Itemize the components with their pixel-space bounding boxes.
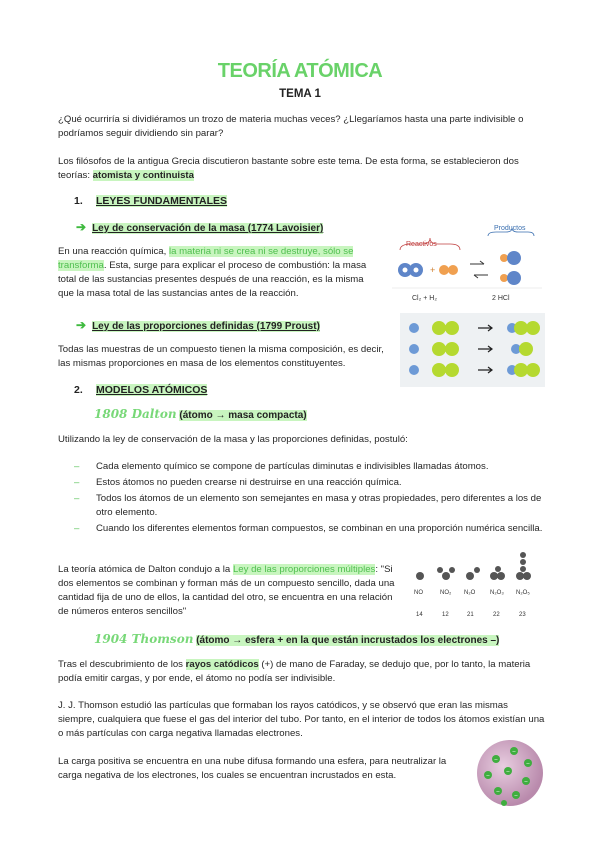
multiple-proportions-diagram	[410, 550, 548, 622]
multiple-proportions-figure	[410, 550, 548, 622]
dalton-intro: Utilizando la ley de conservación de la masa y las proporciones definidas, postuló:	[58, 434, 408, 445]
law1-text-green: la materia ni se crea ni se destruye, sólo se transforma	[58, 246, 354, 271]
dalton-theory-paragraph	[58, 563, 404, 619]
thomson-desc: (átomo → esfera + en la que están incrustados los electrones –)	[196, 635, 500, 646]
ratio-value: 21	[467, 612, 474, 618]
thomson-paragraph-3: La carga positiva se encuentra en una nube difusa formando una esfera, para neutralizar la carga negativa de los electrones, los cuales se encuentran incrustados en esta.	[58, 756, 447, 781]
thomson-model-figure	[474, 737, 546, 809]
reactivos-label: Reactivos	[406, 241, 437, 248]
law2-heading	[76, 318, 320, 332]
svg-text:−: −	[495, 789, 501, 795]
thomson-paragraph-2: J. J. Thomson estudió las partículas que formaban los rayos catódicos, y se observó que eran las mismas siempre, cualquiera que fuese el gas del interior del tubo. Por tanto, en el interior de todos los átomos existían una o más partículas con carga negativa llamadas electrones.	[58, 700, 545, 739]
svg-text:−: −	[493, 757, 499, 763]
section-2-number: 2.	[74, 384, 83, 396]
law1-text-start: En una reacción química,	[58, 246, 167, 257]
list-item: – Estos átomos no pueden crearse ni destruirse en una reacción química.	[74, 476, 544, 490]
svg-text:−: −	[511, 749, 517, 755]
formula-label: NO₂	[440, 590, 452, 596]
section-1-title: LEYES FUNDAMENTALES	[96, 195, 228, 207]
list-item: – Todos los átomos de un elemento son semejantes en masa y otras propiedades, pero diferentes a los de otro elemento.	[74, 492, 544, 520]
law2-paragraph: Todas las muestras de un compuesto tienen la misma composición, es decir, las mismas proporciones en masa de los elementos constituyentes.	[58, 344, 384, 369]
formula-label: N₂O₃	[490, 590, 504, 596]
dalton-desc: (átomo → masa compacta)	[179, 410, 307, 421]
section-1-number: 1.	[74, 195, 83, 207]
dalton-year: 1808 Dalton	[94, 407, 177, 421]
formula-label: N₂O₅	[516, 590, 530, 596]
h-atom	[448, 265, 458, 275]
svg-text:−: −	[523, 779, 529, 785]
page-subtitle: TEMA 1	[279, 88, 321, 100]
thomson-p1-start: Tras el descubrimiento de los	[58, 659, 183, 670]
ratio-value: 14	[416, 612, 423, 618]
law2-title: Ley de las proporciones definidas (1799 Proust)	[92, 321, 320, 332]
greeks-text: Los filósofos de la antigua Grecia discutieron bastante sobre este tema. De esta forma, se establecieron dos teorías:	[58, 156, 519, 181]
thomson-paragraph-1	[58, 658, 546, 686]
list-item: – Cuando los diferentes elementos forman compuestos, se combinan en una proporción numérica sencilla.	[74, 522, 544, 536]
greeks-theories: atomista y continuista	[92, 170, 194, 181]
product-formula: 2 HCl	[492, 295, 510, 302]
multiple-proportions-law: Ley de las proporciones múltiples	[232, 564, 376, 575]
intro-paragraph: ¿Qué ocurriría si dividiéramos un trozo de materia muchas veces? ¿Llegaríamos hasta una parte indivisible o podríamos seguir dividiendo sin parar?	[58, 114, 524, 139]
cathode-rays: rayos catódicos	[185, 659, 259, 670]
greeks-paragraph	[58, 155, 546, 183]
conservation-figure	[392, 220, 542, 306]
productos-label: Productos	[494, 225, 526, 232]
thomson-heading	[94, 632, 499, 646]
section-2-heading	[74, 384, 207, 396]
svg-text:−: −	[505, 769, 511, 775]
law1-heading	[76, 220, 323, 234]
dalton-heading	[94, 407, 307, 421]
section-2-title: MODELOS ATÓMICOS	[96, 384, 208, 396]
formula-label: NO	[414, 590, 423, 596]
law1-paragraph	[58, 245, 376, 301]
law1-text-end: . Esta, surge para explicar el proceso de combustión: la masa total de las sustancias presentes después de una reacción, es la misma que la masa total de las sustancias antes de la reacción.	[58, 260, 367, 299]
section-1-heading	[74, 195, 227, 207]
h-atom	[439, 265, 449, 275]
arrow-right-icon: ➔	[76, 318, 87, 332]
ratio-value: 23	[519, 612, 526, 618]
thomson-p1-end: (+) de mano de Faraday, se dedujo que, por lo tanto, la materia podía emitir cargas, y por ende, el átomo no podía ser indivisible.	[58, 659, 531, 684]
svg-text:−: −	[513, 793, 519, 799]
law1-title: Ley de conservación de la masa (1774 Lavoisier)	[92, 223, 324, 234]
svg-text:−: −	[525, 761, 531, 767]
ratio-value: 12	[442, 612, 449, 618]
plum-pudding-diagram	[474, 737, 546, 809]
arrow-right-icon: ➔	[76, 220, 87, 234]
thomson-year: 1904 Thomson	[94, 632, 194, 646]
dalton-postulates	[74, 460, 544, 538]
proportions-diagram	[400, 313, 545, 387]
reactants-formula: Cl₂ + H₂	[412, 295, 438, 302]
svg-text:−: −	[485, 773, 491, 779]
dalton-theory-end: : "Si dos elementos se combinan y forman más de un compuesto sencillo, dada una cantidad fija de uno de ellos, la cantidad del otro, se encuentra en una relación de números enteros sencillos"	[58, 564, 395, 617]
page-title: TEORÍA ATÓMICA	[217, 60, 383, 82]
conservation-diagram	[392, 220, 542, 306]
ratio-value: 22	[493, 612, 500, 618]
dalton-theory-start: La teoría atómica de Dalton condujo a la	[58, 564, 231, 575]
proportions-figure	[400, 313, 545, 387]
svg-text:+: +	[430, 265, 436, 275]
formula-label: N₂O	[464, 590, 476, 596]
list-item: – Cada elemento químico se compone de partículas diminutas e indivisibles llamadas átomos.	[74, 460, 544, 474]
